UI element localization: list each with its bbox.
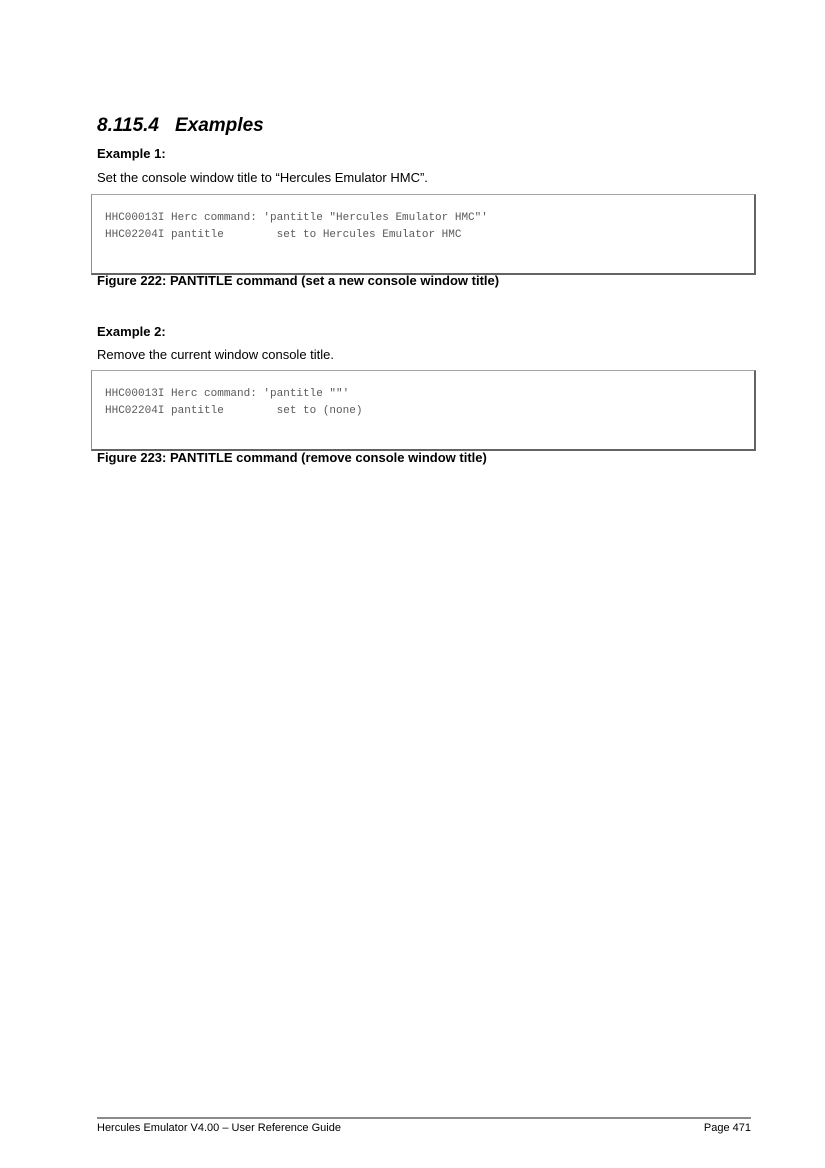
example-2-description: Remove the current window console title. <box>97 347 335 362</box>
section-heading <box>97 115 264 137</box>
example-2-label: Example 2: <box>97 324 166 339</box>
figure-222-caption: Figure 222: PANTITLE command (set a new console window title) <box>97 273 500 288</box>
footer-divider <box>97 1117 751 1119</box>
code-line: HHC00013I Herc command: 'pantitle ""' <box>105 388 350 400</box>
code-line: HHC02204I pantitle set to Hercules Emulator HMC <box>105 229 462 241</box>
example-2-code-box <box>91 370 756 451</box>
code-line: HHC02204I pantitle set to (none) <box>105 405 363 417</box>
example-1-code-box <box>91 194 756 275</box>
section-title: Examples <box>174 115 264 136</box>
section-number: 8.115.4 <box>97 115 159 136</box>
page-footer <box>97 1122 751 1134</box>
example-1-description: Set the console window title to “Hercules Emulator HMC”. <box>97 170 428 185</box>
example-1-label: Example 1: <box>97 146 166 161</box>
figure-223-caption: Figure 223: PANTITLE command (remove console window title) <box>97 450 487 465</box>
code-line: HHC00013I Herc command: 'pantitle "Hercules Emulator HMC"' <box>105 212 488 224</box>
footer-page-number: Page 471 <box>703 1122 751 1134</box>
footer-document-title: Hercules Emulator V4.00 – User Reference Guide <box>97 1122 341 1134</box>
